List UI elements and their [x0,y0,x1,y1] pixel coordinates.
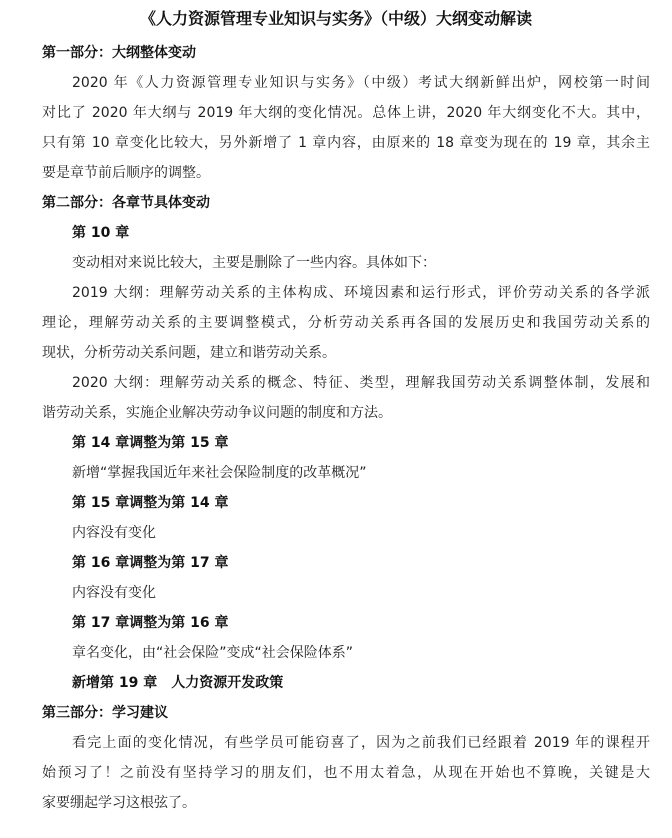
change-text: 内容没有变化 [72,585,156,601]
change-heading: 第 14 章调整为第 15 章 [72,435,229,451]
paragraph-line: 要是章节前后顺序的调整。 [42,165,210,181]
part2-heading: 第二部分：各章节具体变动 [42,195,210,211]
paragraph-line: 谐劳动关系，实施企业解决劳动争议问题的制度和方法。 [42,405,392,421]
paragraph-line: 只有第 10 章变化比较大，另外新增了 1 章内容，由原来的 18 章变为现在的 19 章，其余主 [42,135,650,151]
paragraph-line: 始预习了！之前没有坚持学习的朋友们，也不用太着急，从现在开始也不算晚，关键是大 [42,765,650,781]
chapter10-intro: 变动相对来说比较大，主要是删除了一些内容。具体如下： [72,255,436,271]
change-heading: 第 16 章调整为第 17 章 [72,555,229,571]
paragraph-line: 2020 年《人力资源管理专业知识与实务》（中级）考试大纲新鲜出炉，网校第一时间 [72,75,650,91]
change-heading: 第 17 章调整为第 16 章 [72,615,229,631]
change-text: 内容没有变化 [72,525,156,541]
change-text: 章名变化，由“社会保险”变成“社会保险体系” [72,645,354,661]
chapter10-heading: 第 10 章 [72,225,130,241]
paragraph-line: 2019 大纲：理解劳动关系的主体构成、环境因素和运行形式，评价劳动关系的各学派 [72,285,650,301]
change-text: 新增“掌握我国近年来社会保险制度的改革概况” [72,465,367,481]
paragraph-line: 现状，分析劳动关系问题，建立和谐劳动关系。 [42,345,336,361]
change-heading: 第 15 章调整为第 14 章 [72,495,229,511]
paragraph-line: 理论，理解劳动关系的主要调整模式，分析劳动关系再各国的发展历史和我国劳动关系的 [42,315,650,331]
document-title: 《人力资源管理专业知识与实务》（中级）大纲变动解读 [139,9,532,28]
new-chapter-heading: 新增第 19 章 人力资源开发政策 [72,675,284,691]
paragraph-line: 2020 大纲：理解劳动关系的概念、特征、类型，理解我国劳动关系调整体制，发展和 [72,375,650,391]
paragraph-line: 家要绷起学习这根弦了。 [42,795,196,811]
paragraph-line: 看完上面的变化情况，有些学员可能窃喜了，因为之前我们已经跟着 2019 年的课程开 [72,735,650,751]
paragraph-line: 对比了 2020 年大纲与 2019 年大纲的变化情况。总体上讲，2020 年大纲变化不大。其中， [42,105,650,121]
part1-heading: 第一部分：大纲整体变动 [42,45,196,61]
part3-heading: 第三部分：学习建议 [42,705,168,721]
